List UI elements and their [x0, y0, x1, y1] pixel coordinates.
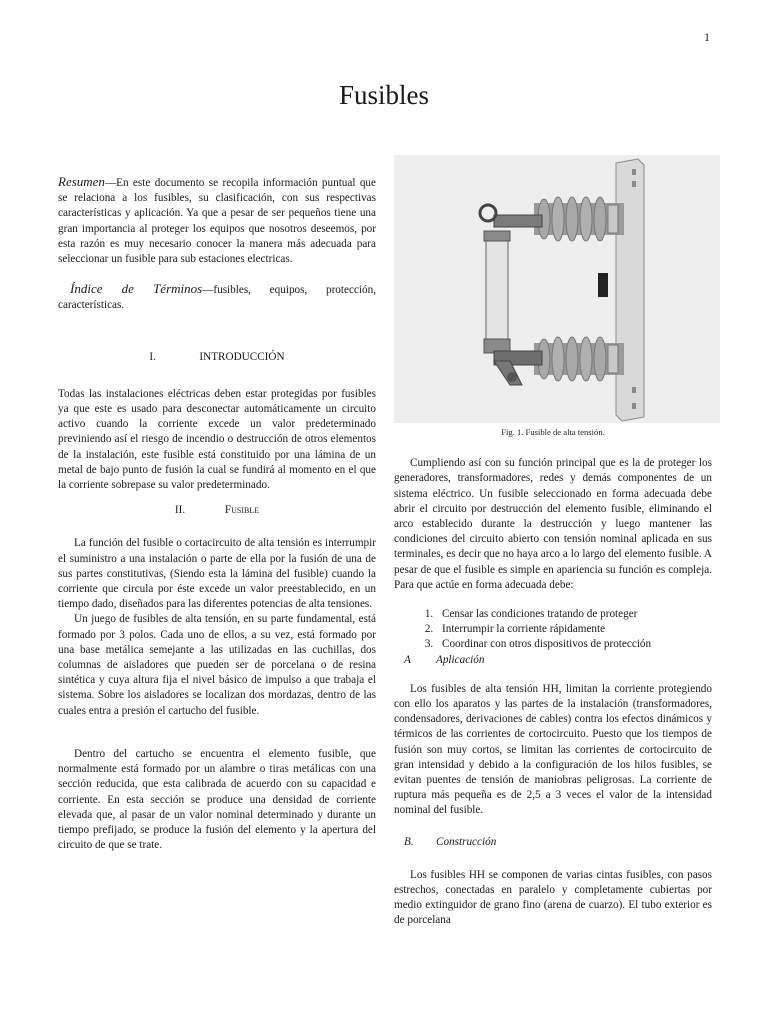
fusible-paragraph-2: Un juego de fusibles de alta tensión, en su parte fundamental, está formado por 3 polos. Cada uno de ellos, a su vez, está formado por una base metálica semejante a las utilizadas en las cuchillas, dos columnas de aisladores que pueden ser de porcelana o de resina sintética y cuya altura fija el nivel básico de impulso a que trabaja el sistema. Sobre los aisladores se localizan dos mordazas, dentro de las cuales entra a presión el cartucho del fusible.: [58, 613, 376, 717]
subsection-title: Construcción: [436, 835, 497, 848]
high-voltage-fuse-illustration: [394, 155, 720, 423]
list-item: 1. Censar las condiciones tratando de proteger: [436, 607, 712, 622]
keywords-text: —fusibles, equipos, protección, características.: [58, 284, 376, 312]
list-item: 3. Coordinar con otros dispositivos de protección: [436, 637, 712, 652]
subsection-label: B.: [404, 835, 414, 848]
section-number: II.: [174, 504, 186, 517]
abstract: [58, 174, 376, 267]
subsection-heading-construccion: [394, 835, 712, 850]
keywords: [58, 281, 376, 313]
left-column: [58, 174, 376, 853]
construccion-paragraph: Los fusibles HH se componen de varias cintas fusibles, con pasos estrechos, conectadas en paralelo y completamente cubiertas por medio extinguidor de grano fino (arena de cuarzo). El tubo exterior es de porcelana: [394, 868, 712, 927]
section-title: INTRODUCCIÓN: [199, 350, 285, 363]
fusible-paragraph-3: Dentro del cartucho se encuentra el elemento fusible, que normalmente está formado por un alambre o tiras metálicas con una sección reducida, que esta calibrada de acuerdo con su capacidad e corriente. En esta sección se produce una densidad de corriente elevada que, al pasar de un valor nominal determinado y durante un tiempo prefijado, se produce la fusión del elemento y la apertura del circuito de que se trate.: [58, 747, 376, 852]
abstract-text: —En este documento se recopila información puntual que se relaciona a los fusibles, su clasificación, con sus respectivas características y aplicación. Ya que a pesar de ser pequeños tiene una gran importancia al proteger los equipos que nosotros deseemos, por esta razón es muy necesario conocer la manera más adecuada para seleccionar un fusible para sub estaciones electricas.: [58, 177, 376, 266]
right-column: [394, 155, 712, 929]
figure-fuse-photo: [394, 155, 720, 423]
abstract-label: Resumen: [58, 174, 105, 189]
document-title: Fusibles: [338, 80, 430, 110]
figure-caption: Fig. 1. Fusible de alta tensión.: [501, 427, 605, 437]
subsection-label: A: [404, 653, 411, 666]
page-number: 1: [704, 30, 710, 44]
subsection-heading-aplicacion: [394, 653, 712, 668]
requirements-list: [394, 607, 712, 653]
list-item: 2. Interrumpir la corriente rápidamente: [436, 622, 712, 637]
fusible-paragraph-1: La función del fusible o cortacircuito de alta tensión es interrumpir el suministro a una instalación o parte de ella por la fusión de una de sus partes constitutivas, (Siendo esta la lámina del fusible) cuando la corriente que circula por éste excede un valor preestablecido, en un tiempo dado, diseñados para las diferentes potencias de alta tensiones.: [58, 537, 376, 611]
section-title: Fusible: [224, 504, 260, 517]
keywords-label: Índice de Términos: [70, 281, 203, 297]
intro-paragraph: Todas las instalaciones eléctricas deben estar protegidas por fusibles ya que este es usado para desconectar automáticamente un circuito activo cuando la corriente excede un valor predeterminado previniendo así el riesgo de incendio o destrucción de otros elementos de la instalación, este fusible está constituido por una lámina de un metal de bajo punto de fusión la cual se fundirá al momento en el que la corriente sobrepase su valor predeterminado.: [58, 387, 376, 492]
section-heading-fusible: [58, 503, 376, 518]
function-paragraph: Cumpliendo así con su función principal que es la de proteger los generadores, transformadores, redes y demás componentes de un sistema eléctrico. Un fusible seleccionado en forma adecuada debe abrir el circuito por destrucción del elemento fusible, eliminando el arco establecido durante la destrucción y luego mantener las condiciones del circuito abierto con tensión nominal aplicada en sus terminales, es decir que no haya arco a lo largo del elemento fusible. A pesar de que el fusible es simple en apariencia su función es compleja. Para que actúe en forma adecuada debe:: [394, 457, 712, 591]
subsection-title: Aplicación: [436, 653, 485, 666]
section-heading-introduccion: [58, 350, 376, 365]
section-number: I.: [149, 350, 156, 363]
aplicacion-paragraph: Los fusibles de alta tensión HH, limitan la corriente protegiendo con ello los aparatos y las partes de la instalación (transformadores, condensadores, derivaciones de cables) contra los efectos dinámicos y térmicos de las corrientes de cortocircuito. Puesto que los tiempos de fusión son muy cortos, se limitan las corrientes de cortocircuito de gran intensidad y debido a la configuración de los hilos fusibles, se evitan puentes de tensión de maniobras peligrosas. La corriente de ruptura más pequeña es de 2,5 a 3 veces el valor de la intensidad nominal del fusible.: [394, 682, 712, 817]
